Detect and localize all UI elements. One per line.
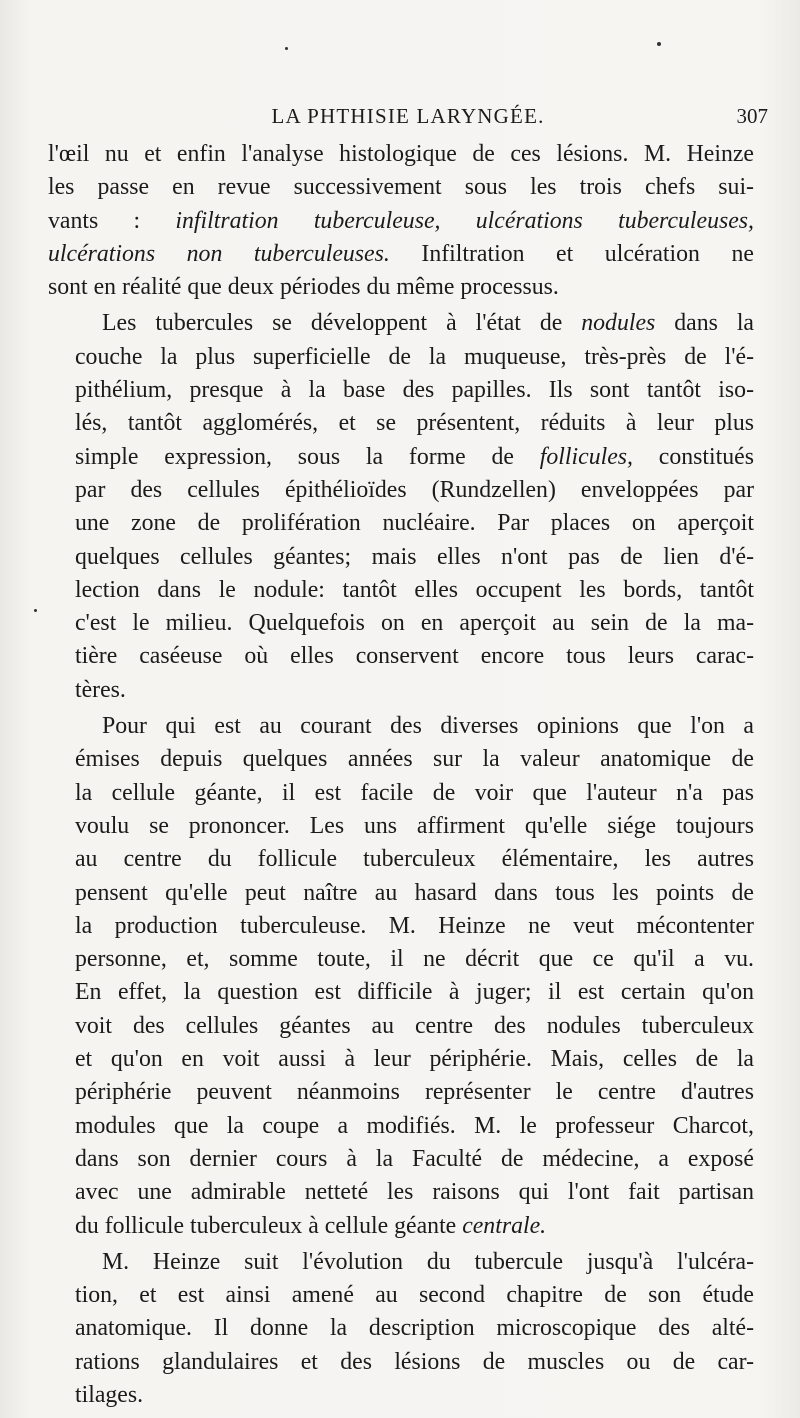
text-line: ulcérations non tuberculeuses. Infiltration et ulcération ne [48, 240, 754, 267]
text-line: du follicule tuberculeux à cellule géante centrale. [75, 1212, 547, 1239]
text-line: couche la plus superficielle de la muqueuse, très-près de l'é- [75, 343, 754, 370]
body-text [48, 138, 754, 1415]
text-line: et qu'on en voit aussi à leur périphérie. Mais, celles de la [75, 1046, 754, 1073]
text-line: personne, et, somme toute, il ne décrit que ce qu'il a vu. [75, 946, 754, 973]
text-line: c'est le milieu. Quelquefois on en aperçoit au sein de la ma- [75, 610, 754, 637]
text-line: tères. [75, 676, 126, 703]
page-number: 307 [736, 104, 768, 128]
italic-term: ulcérations non tuberculeuses. [48, 240, 390, 267]
paragraph [48, 138, 754, 304]
paragraph [48, 710, 754, 1243]
italic-term: centrale. [462, 1212, 547, 1239]
text-line: lection dans le nodule: tantôt elles occupent les bords, tantôt [75, 576, 754, 603]
text-line: anatomique. Il donne la description microscopique des alté- [75, 1315, 754, 1342]
paragraph [48, 307, 754, 707]
text-line: tilages. [75, 1381, 144, 1408]
text-line: voit des cellules géantes au centre des nodules tuberculeux [75, 1012, 754, 1039]
text-line: rations glandulaires et des lésions de muscles ou de car- [75, 1348, 754, 1375]
text-line: émises depuis quelques années sur la valeur anatomique de [75, 746, 754, 773]
text-line: tière caséeuse où elles conservent encore tous leurs carac- [75, 643, 754, 670]
text-line: pithélium, presque à la base des papilles. Ils sont tantôt iso- [75, 377, 754, 404]
text-line: lés, tantôt agglomérés, et se présentent, réduits à leur plus [75, 410, 754, 437]
text-line: une zone de prolifération nucléaire. Par places on aperçoit [75, 510, 754, 537]
text-line: la cellule géante, il est facile de voir que l'auteur n'a pas [75, 779, 754, 806]
text-line: vants : infiltration tuberculeuse, ulcérations tuberculeuses, [48, 207, 755, 234]
text-line: tion, et est ainsi amené au second chapitre de son étude [75, 1282, 754, 1309]
text-line: dans son dernier cours à la Faculté de médecine, a exposé [75, 1145, 754, 1172]
text-line: sont en réalité que deux périodes du même processus. [48, 274, 559, 301]
running-title: LA PHTHISIE LARYNGÉE. [271, 104, 545, 128]
text-line: l'œil nu et enfin l'analyse histologique de ces lésions. M. Heinze [48, 141, 754, 167]
text-line: Les tubercules se développent à l'état de nodules dans la [102, 310, 754, 337]
italic-term: infiltration tuberculeuse, ulcérations tuberculeuses, [175, 207, 755, 234]
text-line: M. Heinze suit l'évolution du tubercule jusqu'à l'ulcéra- [102, 1248, 754, 1275]
text-line: les passe en revue successivement sous les trois chefs sui- [48, 174, 754, 201]
text-line: modules que la coupe a modifiés. M. le professeur Charcot, [75, 1112, 754, 1139]
text-line: pensent qu'elle peut naître au hasard dans tous les points de [75, 879, 754, 906]
text-line: par des cellules épithélioïdes (Rundzellen) enveloppées par [75, 476, 754, 503]
ink-speck [657, 42, 661, 46]
text-line: au centre du follicule tuberculeux élémentaire, les autres [75, 846, 754, 873]
text-line: En effet, la question est difficile à juger; il est certain qu'on [75, 979, 754, 1006]
ink-speck [34, 609, 37, 612]
text-line: quelques cellules géantes; mais elles n'ont pas de lien d'é- [75, 543, 754, 570]
paragraph [48, 1246, 754, 1412]
text-line: simple expression, sous la forme de follicules, constitués [75, 443, 754, 470]
text-line: la production tuberculeuse. M. Heinze ne veut mécontenter [75, 912, 754, 939]
text-line: voulu se prononcer. Les uns affirment qu'elle siége toujours [75, 812, 754, 839]
text-line: avec une admirable netteté les raisons qui l'ont fait partisan [75, 1179, 754, 1206]
italic-term: nodules [581, 310, 656, 337]
page-header [48, 100, 768, 134]
italic-term: follicules, [539, 443, 633, 470]
text-line: périphérie peuvent néanmoins représenter le centre d'autres [75, 1079, 754, 1106]
ink-speck [285, 47, 288, 50]
text-line: Pour qui est au courant des diverses opinions que l'on a [102, 713, 754, 740]
